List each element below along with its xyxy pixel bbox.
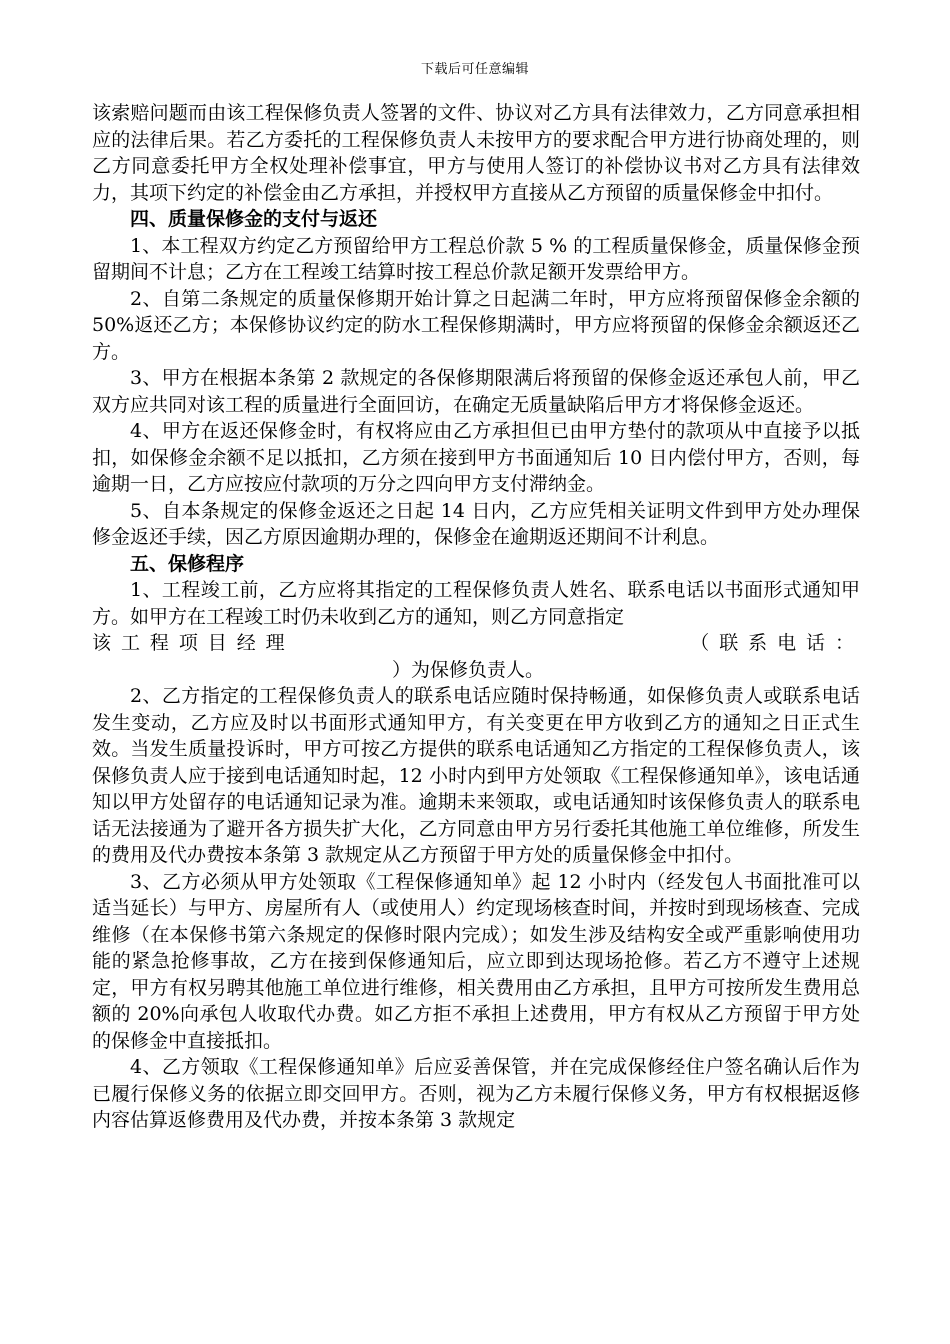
clause-5-4: 4、乙方领取《工程保修通知单》后应妥善保管，并在完成保修经住户签名确认后作为已履行保修义务的依据立即交回甲方。否则，视为乙方未履行保修义务，甲方有权根据返修内容估算返修费用及代办费，并按本条第 3 款规定 xyxy=(92,1056,860,1131)
clause-5-1: 1、工程竣工前，乙方应将其指定的工程保修负责人姓名、联系电话以书面形式通知甲方。如甲方在工程竣工时仍未收到乙方的通知，则乙方同意指定 xyxy=(92,579,860,628)
clause-5-3: 3、乙方必须从甲方处领取《工程保修通知单》起 12 小时内（经发包人书面批准可以适当延长）与甲方、房屋所有人（或使用人）约定现场核查时间，并按时到现场核查、完成维修（在本保修书第六条规定的保修时限内完成）；如发生涉及结构安全或严重影响使用功能的紧急抢修事故，乙方在接到保修通知后，应立即到达现场抢修。若乙方不遵守上述规定，甲方有权另聘其他施工单位进行维修，相关费用由乙方承担，且甲方可按所发生费用总额的 20%向承包人收取代办费。如乙方拒不承担上述费用，甲方有权从乙方预留于甲方处的保修金中直接抵扣。 xyxy=(92,870,860,1052)
clause-4-1: 1、本工程双方约定乙方预留给甲方工程总价款 5 % 的工程质量保修金，质量保修金预留期间不计息；乙方在工程竣工结算时按工程总价款足额开发票给甲方。 xyxy=(92,234,860,283)
clause-5-1-tail: ）为保修负责人。 xyxy=(392,658,545,681)
document-body xyxy=(92,100,860,1134)
paragraph-continuation: 该索赔问题而由该工程保修负责人签署的文件、协议对乙方具有法律效力，乙方同意承担相应的法律后果。若乙方委托的工程保修负责人未按甲方的要求配合甲方进行协商处理的，则乙方同意委托甲方全权处理补偿事宜，甲方与使用人签订的补偿协议书对乙方具有法律效力，其项下约定的补偿金由乙方承担，并授权甲方直接从乙方预留的质量保修金中扣付。 xyxy=(92,102,860,204)
clause-5-1-contact-line: 该工程项目经理 （联系电话： xyxy=(92,632,860,654)
clause-4-2: 2、自第二条规定的质量保修期开始计算之日起满二年时，甲方应将预留保修金余额的 50%返还乙方；本保修协议约定的防水工程保修期满时，甲方应将预留的保修金余额返还乙方。 xyxy=(92,287,860,363)
section-heading-4: 四、质量保修金的支付与返还 xyxy=(130,208,378,230)
page-header: 下载后可任意编辑 xyxy=(420,62,529,77)
clause-5-2: 2、乙方指定的工程保修负责人的联系电话应随时保持畅通，如保修负责人或联系电话发生变动，乙方应及时以书面形式通知甲方，有关变更在甲方收到乙方的通知之日正式生效。当发生质量投诉时，甲方可按乙方提供的联系电话通知乙方指定的工程保修负责人，该保修负责人应于接到电话通知时起，12 小时内到甲方处领取《工程保修通知单》，该电话通知以甲方处留存的电话通知记录为准。逾期未来领取，或电话通知时该保修负责人的联系电话无法接通为了避开各方损失扩大化，乙方同意由甲方另行委托其他施工单位维修，所发生的费用及代办费按本条第 3 款规定从乙方预留于甲方处的质量保修金中扣付。 xyxy=(92,685,860,866)
clause-4-5: 5、自本条规定的保修金返还之日起 14 日内，乙方应凭相关证明文件到甲方处办理保修金返还手续，因乙方原因逾期办理的，保修金在逾期返还期间不计利息。 xyxy=(92,499,860,548)
clause-4-4: 4、甲方在返还保修金时，有权将应由乙方承担但已由甲方垫付的款项从中直接予以抵扣，如保修金余额不足以抵扣，乙方须在接到甲方书面通知后 10 日内偿付甲方，否则，每逾期一日，乙方应按应付款项的万分之四向甲方支付滞纳金。 xyxy=(92,420,860,495)
section-heading-5: 五、保修程序 xyxy=(130,552,245,575)
clause-4-3: 3、甲方在根据本条第 2 款规定的各保修期限满后将预留的保修金返还承包人前，甲乙双方应共同对该工程的质量进行全面回访，在确定无质量缺陷后甲方才将保修金返还。 xyxy=(92,367,860,416)
